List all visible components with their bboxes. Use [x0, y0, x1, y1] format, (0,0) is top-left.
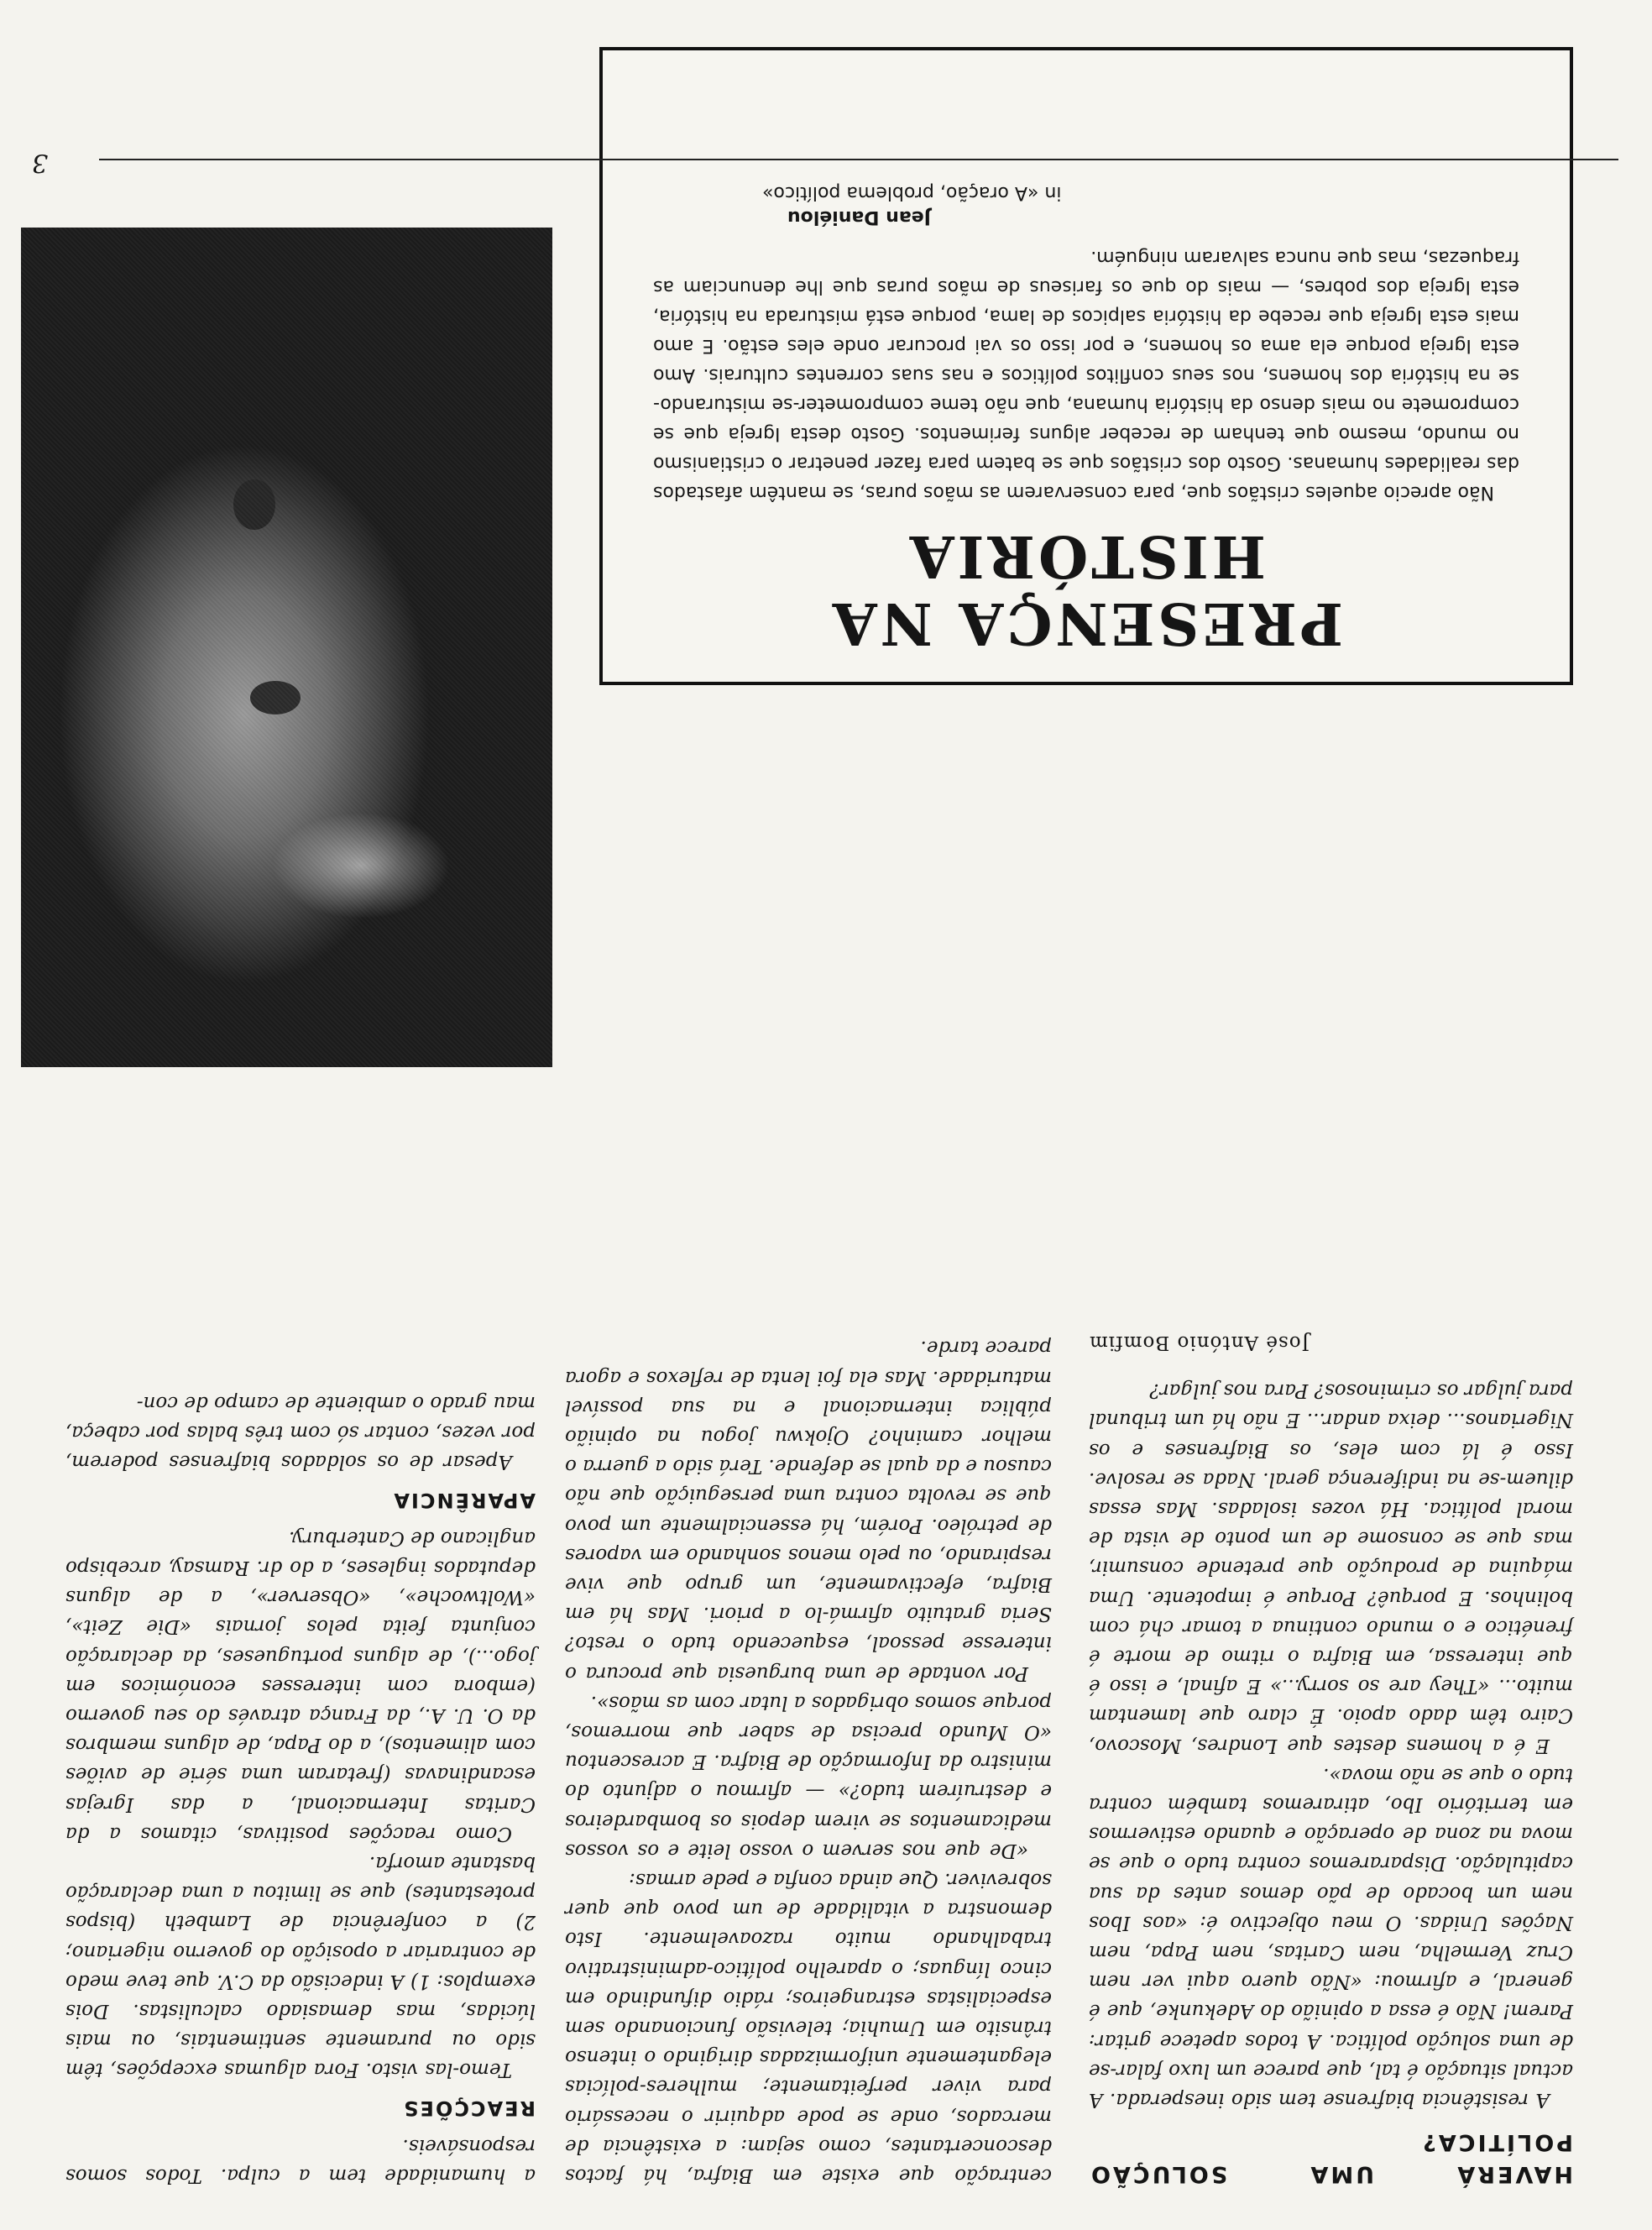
boxed-quote-author: Jean Daniélou	[787, 207, 931, 228]
page-number: 3	[32, 148, 49, 177]
column-political-solution	[1089, 1327, 1573, 2190]
boxed-quote-text: Não aprecio aqueles cristãos que, para conservarem as mãos puras, se mantêm afastados das realidades humanas. Gosto dos cristãos que se batem para fazer penetrar o cristianismo no mundo, mesmo que tenham de receber alguns ferimentos. Gosto desta Igreja que se compromete no mais denso da história humana, que não teme comprometer-se misturando-se na história dos homens, nos seus conflitos políticos e nas suas correntes culturais. Amo esta Igreja porque ela ama os homens, e por isso os vai procurar onde eles estão. E amo mais esta Igreja que recebe da história salpicos de lama, porque está misturada na história, esta Igreja dos pobres, — mais do que os fariseus de mãos puras que lhe denunciam as fraquezas, mas que nunca salvaram ninguém.	[653, 247, 1519, 503]
page-folio	[32, 144, 1618, 177]
column-reactions	[65, 1388, 536, 2190]
article-signature: José António Bomfim	[1089, 1331, 1310, 1353]
paragraph-quote-milk: «De que nos servem o vosso leite e os vossos medicamentos se virem depois os bombardeiros e destruírem tudo?» — afirmou o adjunto do ministro da Informação de Biafra. E acrescentou «O Mundo precisa de saber que morremos, porque somos obrigados a lutar com as mãos».	[565, 1691, 1052, 1861]
heading-political-solution: HAVERÁ UMA SOLUÇÃO POLÍTICA?	[1089, 2129, 1573, 2187]
paragraph-bourgeoisie: Por vontade de uma burguesia que procura o interesse pessoal, esquecendo tudo o resto? Seria gratuito afirmá-lo a priori. Mas há em Biafra, efectivamente, um grupo que vive respirando, ou pelo menos sonhando em vapores de petróleo. Porém, há essencialmente um povo que se revolta contra uma perseguição que não causou e da qual se defende. Terá sido a guerra o melhor caminho? Ojokwu jogou na opinião pública internacional e na sua possível maturidade. Mas ela foi lenta de reflexos e agora parece tarde.	[565, 1337, 1052, 1684]
paragraph-reactions-1: Temo-las visto. Fora algumas excepções, têm sido ou puramente sentimentais, ou mais lúcidas, mas demasiado calculistas. Dois exemplos: 1) A indecisão da C.V. que teve medo de contrariar a oposição do governo nigeriano; 2) a conferência de Lambeth (bispos protestantes) que se limitou a uma declaração bastante amorfa.	[65, 1851, 536, 2081]
heading-reactions: REACÇÕES	[402, 2096, 536, 2120]
boxed-quote-source: in «A oração, problema político»	[762, 182, 1062, 203]
paragraph-resistance: A resistência biafrense tem sido inesperada. A actual situação é tal, que parece um luxo falar-se de uma solução política. A todos apetece gritar: Parem! Não é essa a opinião do Adekunke, que é general, e afirmou: «Não quero aqui ver nem Cruz Vermelha, nem Caritas, nem Papa, nem Nações Unidas. O meu objectivo é: «aos Ibos nem um bocado de pão demos antes da sua capitulação. Dispararemos contra tudo o que se mova na zona de operação e quando estivermos em território Ibo, atiraremos também contra tudo o que se não mova».	[1089, 1763, 1573, 2111]
boxed-quote-title: PRESENÇA NA HISTÓRIA	[829, 522, 1344, 657]
photo-halftone	[21, 228, 552, 1067]
folio-rule	[99, 159, 1618, 160]
child-photo	[21, 228, 552, 1067]
paragraph-concentration: centração que existe em Biafra, há factos desconcertantes, como sejam: a existência de mercados, onde se pode adquirir o necessário para viver perfeitamente; mulheres-polícias elegantemente uniformizadas dirigindo o intenso trânsito em Umuhia; televisão funcionando sem especialistas estrangeiros; rádio difundindo em cinco línguas; o aparelho político-administrativo trabalhando muito razoavelmente. Isto demonstra a vitalidade de um povo que quer sobreviver. Que ainda confia e pede armas:	[565, 1868, 1052, 2186]
column-facts	[565, 1332, 1052, 2190]
paragraph-reactions-2: Como reacções positivas, citamos a da Caritas Internacional, a das Igrejas escandinavas (fretaram uma série de aviões com alimentos), a do Papa, de alguns membros da O. U. A., da França através do seu governo (embora com interesses económicos em jogo...), de alguns portugueses, da declaração conjunta feita pelos jornais «Die Zeit», «Woltwoche», «Observer», a de alguns deputados ingleses, a do dr. Ramsay, arcebispo anglicano de Canterbury.	[65, 1526, 536, 1845]
paragraph-london-moscow: E é a homens destes que Londres, Moscovo, Cairo têm dado apoio. É claro que lamentam muito... «They are so sorry...» E afinal, e isso é que interessa, em Biafra o ritmo de morte é frenético e o mundo continua a tomar chá com bolinhos. E porquê? Porque é impotente. Uma máquina de produção que pretende consumir, mas que se consome de um ponto de vista de moral política. Há vozes isoladas. Mas essas diluem-se na indiferença geral. Nada se resolve. Isso é lá com eles, os Biafrenses e os Nigerianos... deixa andar... E não há um tribunal para julgar os criminosos? Para nos julgar?	[1089, 1379, 1573, 1756]
heading-appearance: APARÊNCIA	[392, 1488, 536, 1512]
boxed-quote	[599, 47, 1573, 685]
paragraph-humanity: a humanidade tem a culpa. Todos somos responsáveis.	[65, 2134, 536, 2186]
paragraph-appearance: Apesar de os soldados biafrenses poderem, por vezes, contar só com três balas por cabeça, mau grado o ambiente de campo de con-	[65, 1391, 536, 1474]
